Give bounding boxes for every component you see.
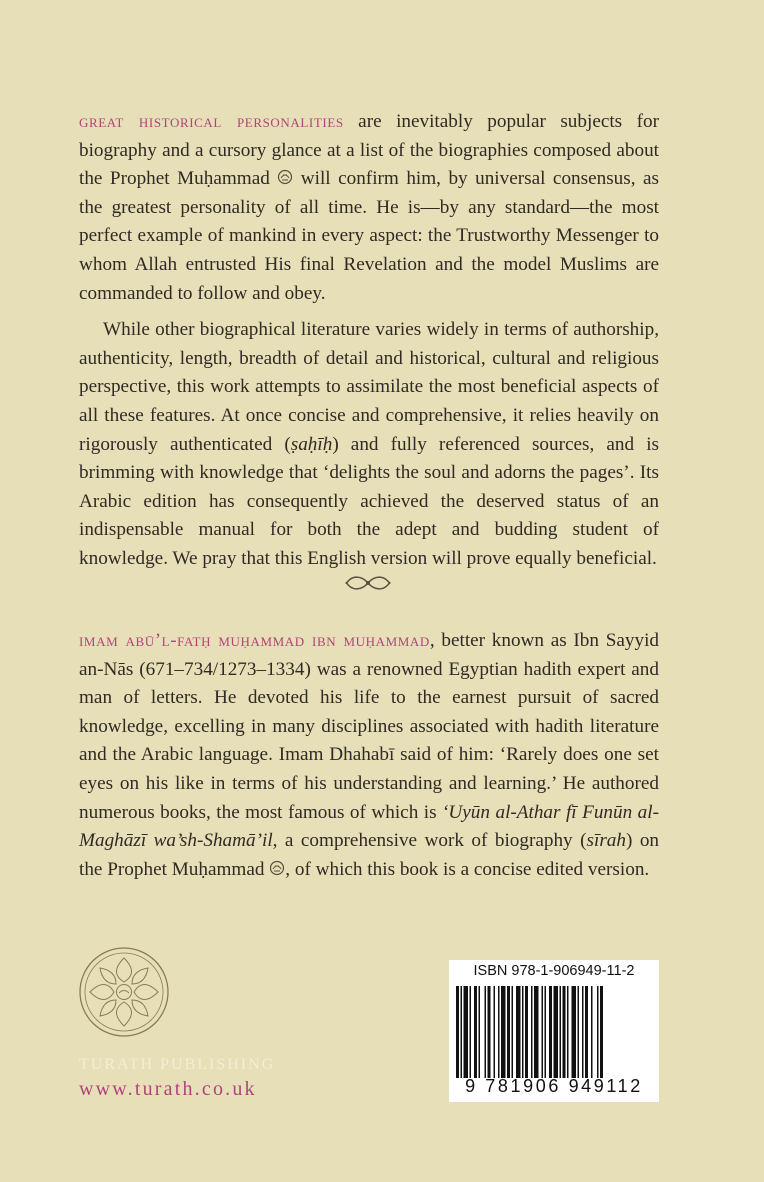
barcode-bars [456,986,652,1078]
author-dates: 671–734/1273–1334 [145,658,305,680]
description-paragraph-1: great historical personalities are inevitably popular subjects for biography and a cursory glance at a list of the biographies composed about the Prophet Muḥammad will confirm him, by universal consensus, as the greatest personality of all time. He is—by any standard—the most perfect example of mankind in every aspect: the Trustworthy Messenger to whom Allah entrusted His final Revelation and the model Muslims are commanded to follow and obey. [79,111,659,304]
author-paragraph: imam abū’l-fatḥ muḥammad ibn muḥammad, better known as Ibn Sayyid an-Nās (671–734/1273–1334) was a renowned Egyptian hadith expert and man of letters. He devoted his life to the earnest pursuit of sacred knowledge, excelling in many disciplines associated with hadith literature and the Arabic language. Imam Dhahabī said of him: ‘Rarely does one set eyes on his like in terms of his understanding and learning.’ He authored numerous books, the most famous of which is ‘Uyūn al-Athar fī Funūn al-Maghāzī wa’sh-Shamā’il, a comprehensive work of biography (sīrah) on the Prophet Muḥammad , of which this book is a concise edited version. [79,630,660,880]
publisher-website-link[interactable]: www.turath.co.uk [79,1078,257,1100]
barcode-digits: 9 781906 949112 [465,1076,643,1096]
lead-in-caps: great historical personalities [79,111,344,132]
salawat-honorific-icon [269,860,285,876]
isbn-label: ISBN 978-1-906949-11-2 [473,963,635,979]
author-name-caps: imam abū’l-fatḥ muḥammad ibn muḥammad [79,630,430,651]
isbn-barcode [449,960,659,1102]
salawat-honorific-icon [277,169,293,185]
author-biography [79,627,659,884]
book-description [79,108,659,574]
turath-seal-logo [78,946,170,1038]
book-title-arabic: ‘Uyūn al-Athar fī Funūn al-Maghāzī wa’sh-Shamā’il [79,801,659,852]
description-paragraph-2: While other biographical literature varies widely in terms of authorship, authenticity, length, breadth of detail and historical, cultural and religious perspective, this work attempts to assimilate the most beneficial aspects of all these features. At once concise and comprehensive, it relies heavily on rigorously authenticated (ṣaḥīḥ) and fully referenced sources, and is brimming with knowledge that ‘delights the soul and adorns the pages’. Its Arabic edition has consequently achieved the deserved status of an indispensable manual for both the adept and budding student of knowledge. We pray that this English version will prove equally beneficial. [79,319,659,569]
floral-divider-icon [342,572,394,594]
publisher-name: TURATH PUBLISHING [79,1056,276,1073]
